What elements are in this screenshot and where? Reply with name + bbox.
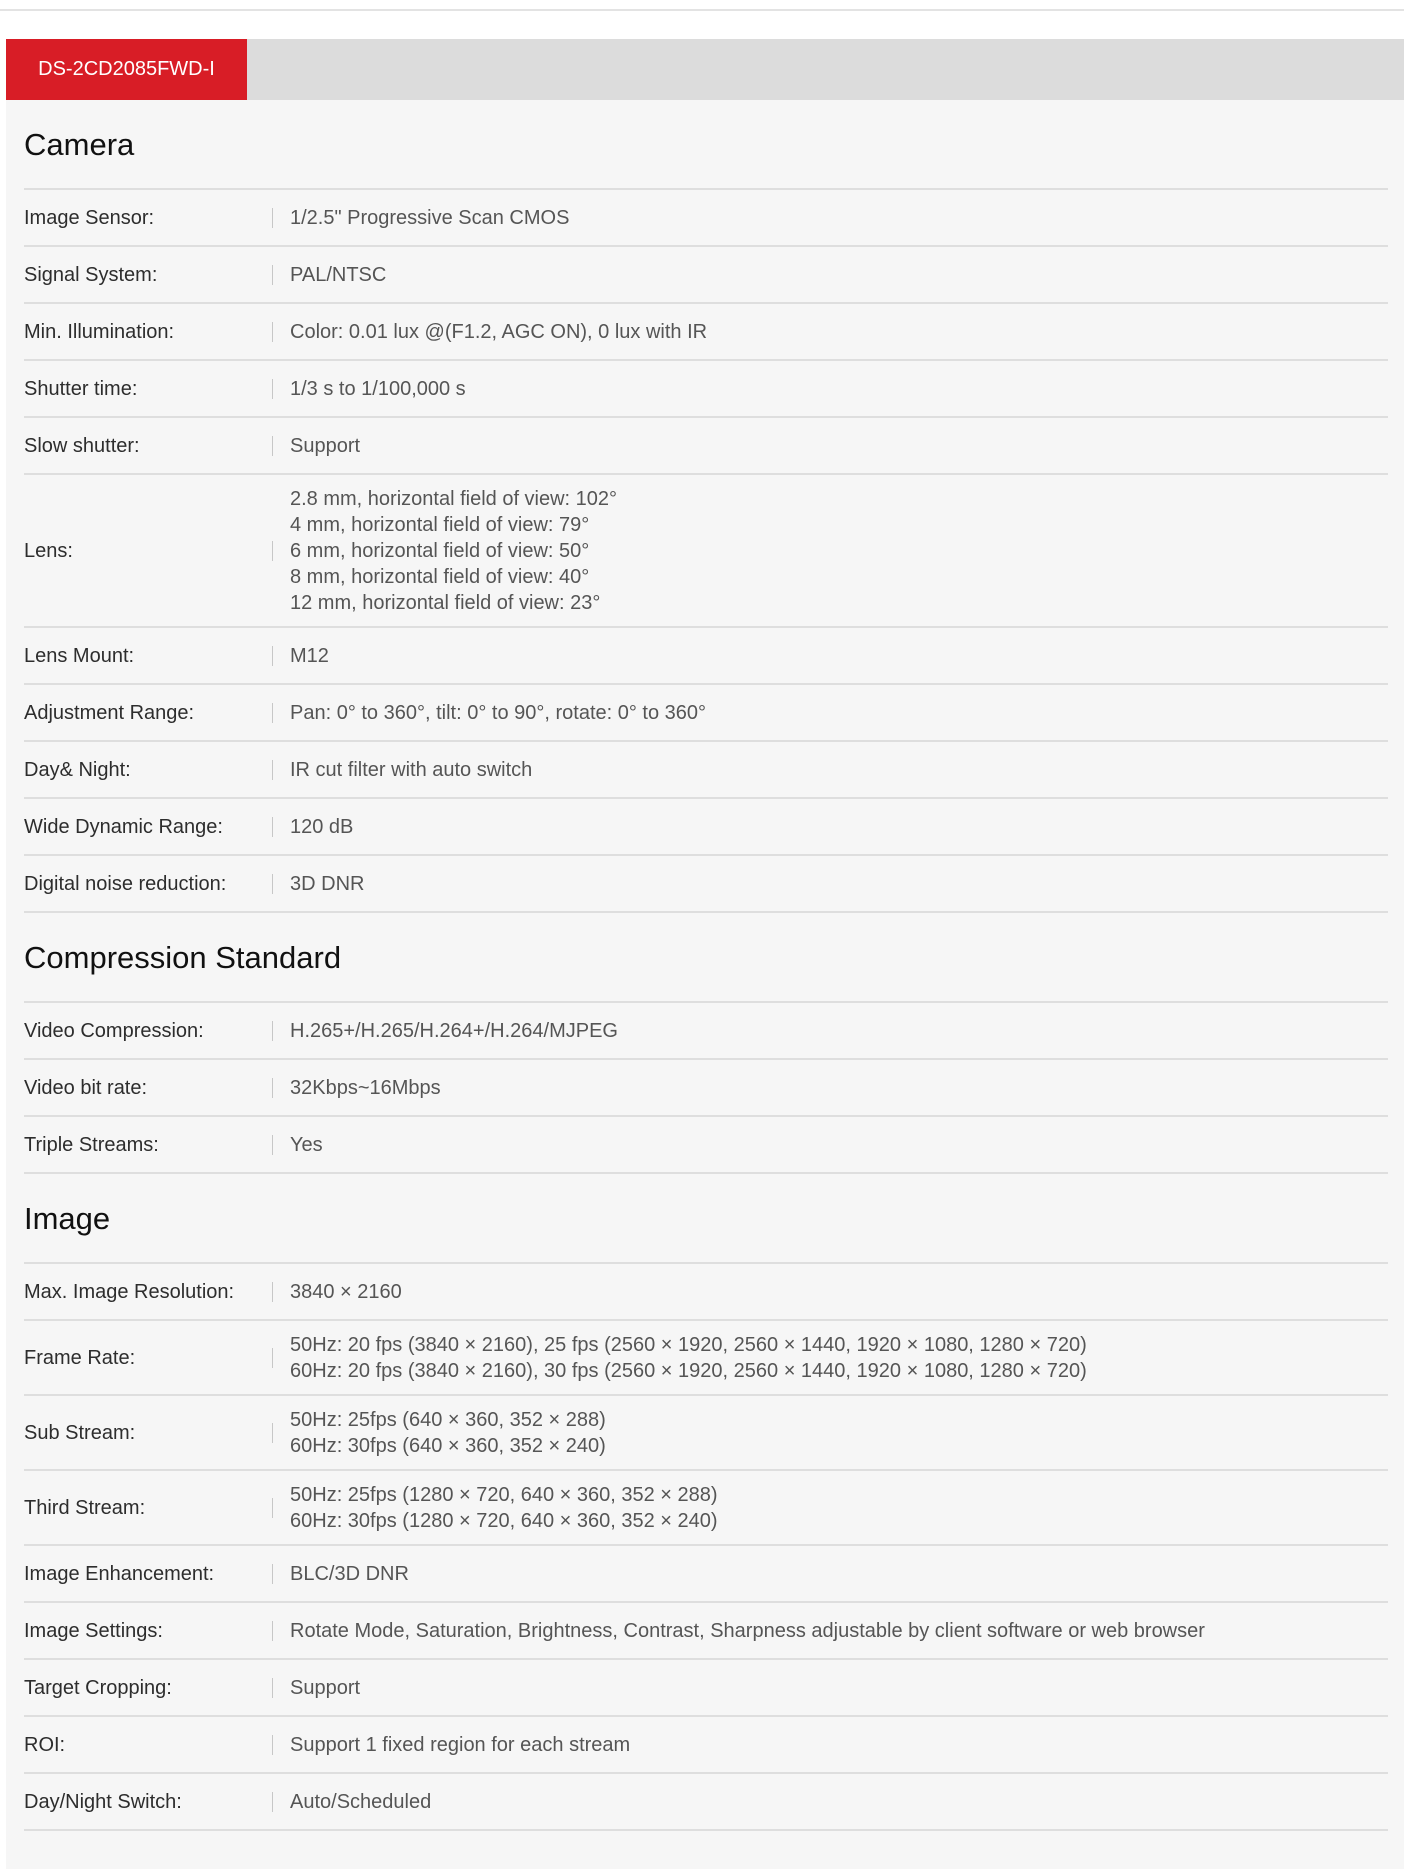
spec-value xyxy=(290,1407,1388,1459)
spec-value-line: 6 mm, horizontal field of view: 50° xyxy=(290,540,590,562)
spec-value-line: 32Kbps~16Mbps xyxy=(290,1076,441,1099)
spec-separator xyxy=(269,1498,290,1518)
spec-separator xyxy=(269,760,290,780)
spec-label: Shutter time: xyxy=(24,377,138,400)
spec-value xyxy=(290,757,1388,783)
spec-label: ROI: xyxy=(24,1733,66,1756)
spec-separator xyxy=(269,436,290,456)
spec-label: Max. Image Resolution: xyxy=(24,1280,235,1303)
spec-row xyxy=(24,361,1388,418)
section-title: Image xyxy=(24,1174,1388,1264)
spec-value-line: Support xyxy=(290,1676,361,1699)
spec-separator xyxy=(269,703,290,723)
spec-label: Sub Stream: xyxy=(24,1422,136,1444)
spec-row xyxy=(24,1546,1388,1603)
spec-value-line: IR cut filter with auto switch xyxy=(290,758,533,781)
spec-separator xyxy=(269,208,290,228)
spec-separator xyxy=(269,1621,290,1641)
spec-value-line: 1/2.5" Progressive Scan CMOS xyxy=(290,206,570,229)
spec-value-line: H.265+/H.265/H.264+/H.264/MJPEG xyxy=(290,1019,618,1042)
spec-row xyxy=(24,1060,1388,1117)
spec-value xyxy=(290,205,1388,231)
spec-separator xyxy=(269,1735,290,1755)
spec-row xyxy=(24,799,1388,856)
spec-value-line: 3840 × 2160 xyxy=(290,1280,402,1303)
spec-row xyxy=(24,190,1388,247)
spec-value xyxy=(290,433,1388,459)
spec-row xyxy=(24,304,1388,361)
spec-value-line: PAL/NTSC xyxy=(290,263,387,286)
spec-value-line: 2.8 mm, horizontal field of view: 102° xyxy=(290,488,618,510)
spec-separator xyxy=(269,322,290,342)
spec-row xyxy=(24,475,1388,628)
spec-label: Image Enhancement: xyxy=(24,1562,215,1585)
spec-label: Triple Streams: xyxy=(24,1133,159,1156)
spec-label: Image Settings: xyxy=(24,1619,163,1642)
spec-row xyxy=(24,685,1388,742)
spec-value-line: Yes xyxy=(290,1133,323,1156)
spec-value xyxy=(290,376,1388,402)
spec-separator xyxy=(269,1021,290,1041)
section-title: Camera xyxy=(24,100,1388,190)
spec-label: Image Sensor: xyxy=(24,206,155,229)
spec-label: Signal System: xyxy=(24,263,158,286)
spec-label: Target Cropping: xyxy=(24,1676,172,1699)
spec-separator xyxy=(269,1282,290,1302)
spec-value xyxy=(290,1732,1388,1758)
spec-row xyxy=(24,1660,1388,1717)
spec-panel xyxy=(6,100,1404,1869)
spec-label: Third Stream: xyxy=(24,1497,146,1519)
spec-row xyxy=(24,628,1388,685)
spec-label: Min. Illumination: xyxy=(24,320,175,343)
spec-separator xyxy=(269,874,290,894)
spec-value-line: 60Hz: 20 fps (3840 × 2160), 30 fps (2560 × 1920, 2560 × 1440, 1920 × 1080, 1280 × 720) xyxy=(290,1360,1087,1382)
spec-value xyxy=(290,262,1388,288)
spec-row xyxy=(24,1603,1388,1660)
spec-label: Adjustment Range: xyxy=(24,701,195,724)
spec-label: Digital noise reduction: xyxy=(24,872,227,895)
spec-separator xyxy=(269,265,290,285)
section-title: Compression Standard xyxy=(24,913,1388,1003)
spec-value xyxy=(290,486,1388,616)
spec-row xyxy=(24,1117,1388,1174)
spec-value-line: 4 mm, horizontal field of view: 79° xyxy=(290,514,590,536)
spec-value xyxy=(290,871,1388,897)
spec-value-line: 120 dB xyxy=(290,815,354,838)
spec-separator xyxy=(269,646,290,666)
spec-value-line: 50Hz: 25fps (1280 × 720, 640 × 360, 352 × 288) xyxy=(290,1484,718,1506)
spec-separator xyxy=(269,1423,290,1443)
spec-value-line: Support xyxy=(290,434,361,457)
spec-content xyxy=(24,100,1388,1831)
spec-separator xyxy=(269,1348,290,1368)
spec-value-line: 50Hz: 25fps (640 × 360, 352 × 288) xyxy=(290,1409,606,1431)
spec-label: Frame Rate: xyxy=(24,1347,136,1369)
spec-value xyxy=(290,1675,1388,1701)
spec-row xyxy=(24,1717,1388,1774)
spec-value xyxy=(290,1561,1388,1587)
spec-value xyxy=(290,1618,1388,1644)
spec-value-line: Color: 0.01 lux @(F1.2, AGC ON), 0 lux with IR xyxy=(290,320,708,343)
spec-value-line: M12 xyxy=(290,644,329,667)
spec-separator xyxy=(269,379,290,399)
spec-row xyxy=(24,418,1388,475)
spec-value xyxy=(290,700,1388,726)
spec-value-line: 8 mm, horizontal field of view: 40° xyxy=(290,566,590,588)
spec-label: Lens Mount: xyxy=(24,644,135,667)
spec-value-line: 3D DNR xyxy=(290,872,365,895)
spec-separator xyxy=(269,1135,290,1155)
spec-separator xyxy=(269,1078,290,1098)
spec-row xyxy=(24,1264,1388,1321)
spec-value-line: BLC/3D DNR xyxy=(290,1562,409,1585)
spec-value-line: Support 1 fixed region for each stream xyxy=(290,1733,631,1756)
spec-value xyxy=(290,1482,1388,1534)
spec-row xyxy=(24,1321,1388,1396)
spec-value xyxy=(290,1789,1388,1815)
spec-label: Day/Night Switch: xyxy=(24,1790,182,1813)
spec-value xyxy=(290,814,1388,840)
spec-label: Video bit rate: xyxy=(24,1076,148,1099)
spec-value xyxy=(290,1075,1388,1101)
spec-value-line: 50Hz: 20 fps (3840 × 2160), 25 fps (2560 × 1920, 2560 × 1440, 1920 × 1080, 1280 × 720) xyxy=(290,1334,1087,1356)
spec-separator xyxy=(269,1678,290,1698)
spec-separator xyxy=(269,1564,290,1584)
spec-row xyxy=(24,1003,1388,1060)
spec-separator xyxy=(269,1792,290,1812)
model-tab-bar xyxy=(6,39,1404,100)
spec-value-line: Pan: 0° to 360°, tilt: 0° to 90°, rotate: 0° to 360° xyxy=(290,701,707,724)
spec-row xyxy=(24,1396,1388,1471)
spec-separator xyxy=(269,541,290,561)
spec-value xyxy=(290,1018,1388,1044)
spec-row xyxy=(24,247,1388,304)
spec-value-line: Rotate Mode, Saturation, Brightness, Contrast, Sharpness adjustable by client software or web browser xyxy=(290,1619,1205,1642)
spec-value-line: 12 mm, horizontal field of view: 23° xyxy=(290,592,601,614)
spec-value xyxy=(290,319,1388,345)
spec-value xyxy=(290,643,1388,669)
spec-label: Lens: xyxy=(24,540,73,562)
spec-value-line: 60Hz: 30fps (640 × 360, 352 × 240) xyxy=(290,1435,606,1457)
spec-row xyxy=(24,856,1388,913)
spec-label: Day& Night: xyxy=(24,758,131,781)
spec-value xyxy=(290,1332,1388,1384)
spec-value xyxy=(290,1279,1388,1305)
spec-separator xyxy=(269,817,290,837)
spec-value-line: 1/3 s to 1/100,000 s xyxy=(290,377,466,400)
spec-label: Video Compression: xyxy=(24,1019,204,1042)
spec-row xyxy=(24,742,1388,799)
top-divider xyxy=(0,9,1404,11)
spec-row xyxy=(24,1471,1388,1546)
spec-label: Wide Dynamic Range: xyxy=(24,815,223,838)
spec-row xyxy=(24,1774,1388,1831)
spec-value-line: Auto/Scheduled xyxy=(290,1790,432,1813)
tab-model[interactable]: DS-2CD2085FWD-I xyxy=(6,39,247,100)
spec-label: Slow shutter: xyxy=(24,434,140,457)
spec-value-line: 60Hz: 30fps (1280 × 720, 640 × 360, 352 × 240) xyxy=(290,1510,718,1532)
spec-value xyxy=(290,1132,1388,1158)
